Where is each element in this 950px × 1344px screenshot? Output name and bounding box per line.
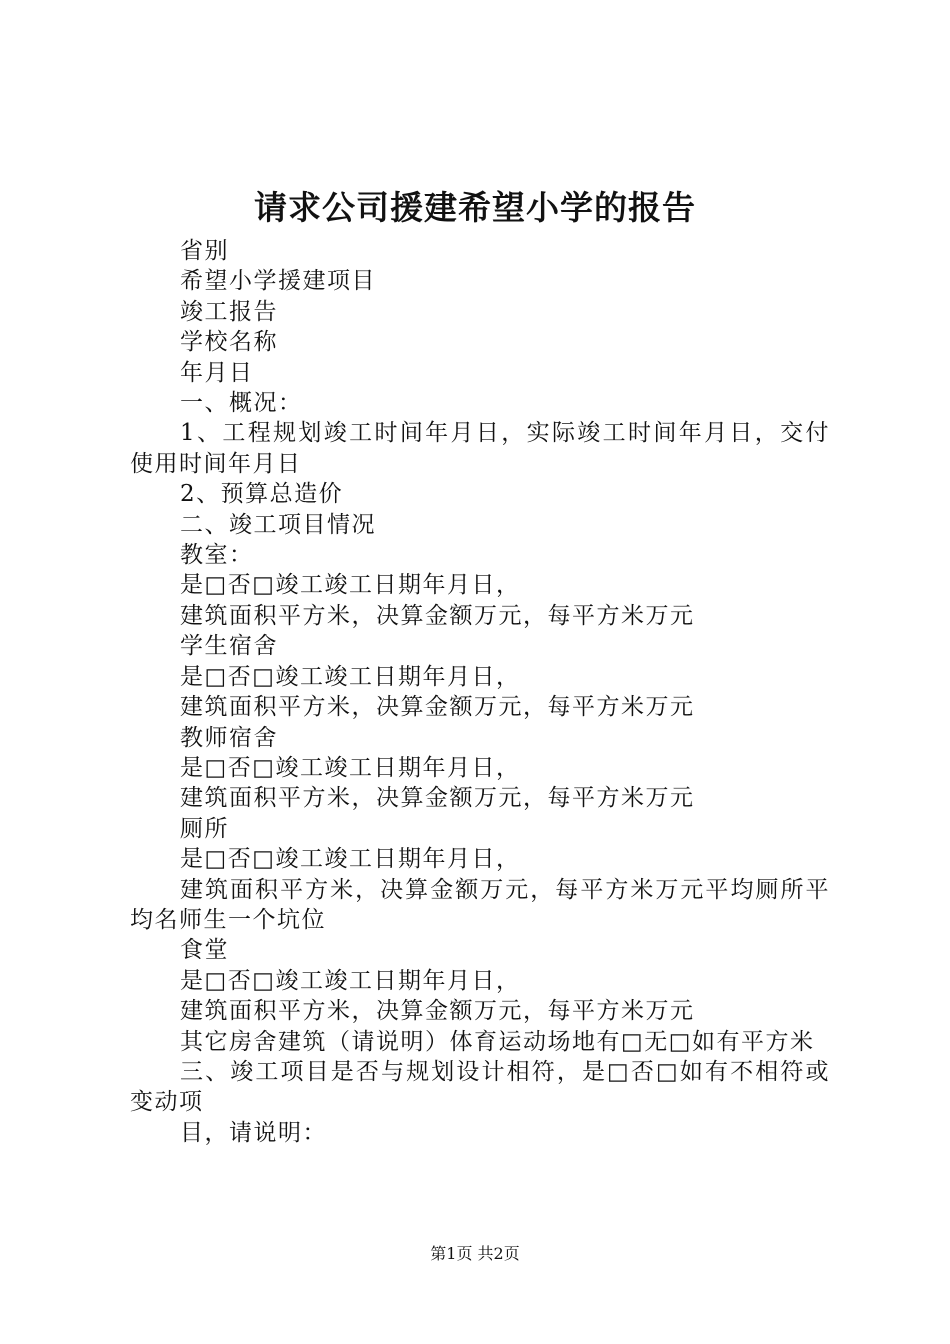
section-heading-items: 二、竣工项目情况: [180, 511, 376, 538]
section-heading-overview: 一、概况：: [180, 390, 303, 417]
paragraph-school-name: 学校名称: [180, 329, 278, 356]
item-heading-toilet: 厕所: [180, 815, 229, 842]
item-heading-teacher-dorm: 教师宿舍: [180, 724, 278, 751]
canteen-completion: 是□否□竣工竣工日期年月日，: [180, 967, 521, 994]
paragraph-province: 省别: [180, 238, 229, 264]
paragraph-schedule: 1、工程规划竣工时间年月日，实际竣工时间年月日，交付使用时间年月日: [130, 420, 830, 477]
item-heading-student-dorm: 学生宿舍: [180, 633, 278, 660]
student-dorm-completion: 是□否□竣工竣工日期年月日，: [180, 663, 521, 690]
teacher-dorm-completion: 是□否□竣工竣工日期年月日，: [180, 754, 521, 781]
section-heading-conformity: 三、竣工项目是否与规划设计相符，是□否□如有不相符或变动项: [130, 1058, 830, 1116]
paragraph-other-buildings: 其它房舍建筑（请说明）体育运动场地有□无□如有平方米: [180, 1028, 815, 1055]
paragraph-budget: 2、预算总造价: [180, 481, 344, 508]
page-footer: 第1页 共2页: [430, 1244, 520, 1263]
document-title: 请求公司援建希望小学的报告: [254, 188, 696, 227]
teacher-dorm-area: 建筑面积平方米，决算金额万元，每平方米万元: [180, 785, 695, 812]
paragraph-project: 希望小学援建项目: [180, 268, 376, 295]
student-dorm-area: 建筑面积平方米，决算金额万元，每平方米万元: [180, 694, 695, 721]
toilet-area: 建筑面积平方米，决算金额万元，每平方米万元平均厕所平均名师生一个坑位: [130, 876, 830, 933]
item-heading-classroom: 教室：: [180, 542, 254, 569]
paragraph-report: 竣工报告: [180, 298, 278, 325]
classroom-completion: 是□否□竣工竣工日期年月日，: [180, 572, 521, 599]
document-body: [130, 236, 830, 1148]
toilet-completion: 是□否□竣工竣工日期年月日，: [180, 846, 521, 873]
paragraph-explanation: 目，请说明：: [180, 1119, 327, 1146]
canteen-area: 建筑面积平方米，决算金额万元，每平方米万元: [180, 998, 695, 1025]
classroom-area: 建筑面积平方米，决算金额万元，每平方米万元: [180, 602, 695, 629]
item-heading-canteen: 食堂: [180, 937, 229, 964]
paragraph-date: 年月日: [180, 359, 254, 386]
